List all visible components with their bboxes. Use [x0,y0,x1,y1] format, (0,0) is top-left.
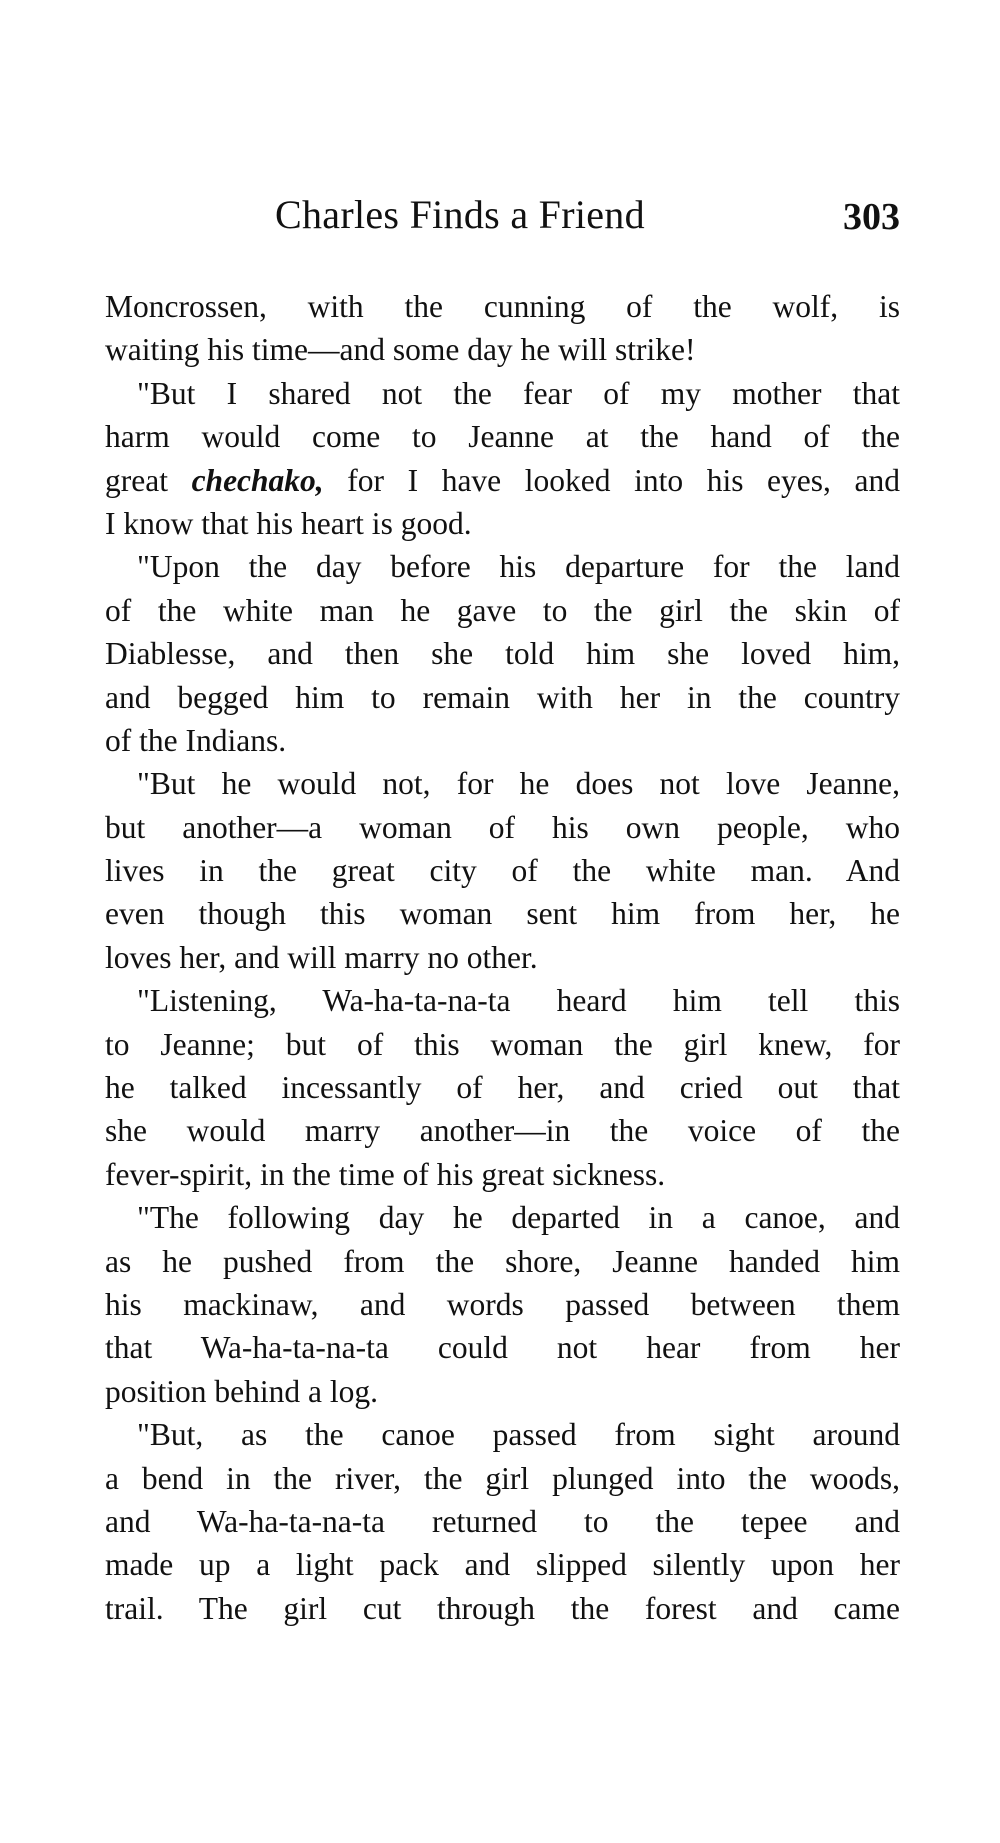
body-text [105,285,900,1630]
text-line: to Jeanne; but of this woman the girl knew, for [105,1026,900,1062]
text-line: but another—a woman of his own people, who [105,809,900,845]
text-line: "Listening, Wa-ha-ta-na-ta heard him tell this [137,983,900,1019]
italic-word: chechako, [191,462,324,498]
text-line: she would marry another—in the voice of the [105,1113,900,1149]
text-line: fever-spirit, in the time of his great sickness. [105,1156,666,1192]
text-line: his mackinaw, and words passed between them [105,1286,900,1322]
text-line: even though this woman sent him from her, he [105,896,900,932]
text-line: Moncrossen, with the cunning of the wolf, is [105,289,900,324]
text-line: lives in the great city of the white man. And [105,853,900,889]
text-line: and begged him to remain with her in the country [105,679,900,715]
text-line: harm would come to Jeanne at the hand of the [105,419,900,455]
text-line: trail. The girl cut through the forest and came [105,1590,900,1626]
page-number: 303 [843,196,900,238]
text-line: "But, as the canoe passed from sight around [137,1417,900,1453]
text-line: I know that his heart is good. [105,505,472,541]
text-line: a bend in the river, the girl plunged into the woods, [105,1460,900,1496]
text-line: of the Indians. [105,722,287,758]
text-line: as he pushed from the shore, Jeanne handed him [105,1243,900,1279]
text-line: waiting his time—and some day he will strike! [105,332,696,368]
text-line: that Wa-ha-ta-na-ta could not hear from her [105,1330,900,1366]
text-line-part: for I have looked into his eyes, and [323,462,900,498]
text-line: of the white man he gave to the girl the skin of [105,592,900,628]
text-line: Diablesse, and then she told him she loved him, [105,636,900,672]
text-line [105,459,900,502]
running-title: Charles Finds a Friend [275,192,645,237]
text-line: position behind a log. [105,1373,378,1409]
text-line: "Upon the day before his departure for the land [137,549,900,585]
text-line-part: great [105,462,192,498]
text-line: "But he would not, for he does not love Jeanne, [137,766,900,802]
text-line: "But I shared not the fear of my mother that [137,375,900,411]
text-line: and Wa-ha-ta-na-ta returned to the tepee and [105,1503,900,1539]
page-header [105,190,900,240]
text-line: made up a light pack and slipped silently upon her [105,1547,900,1583]
text-line: he talked incessantly of her, and cried out that [105,1070,900,1106]
text-line: "The following day he departed in a canoe, and [137,1200,900,1236]
text-line: loves her, and will marry no other. [105,939,538,975]
